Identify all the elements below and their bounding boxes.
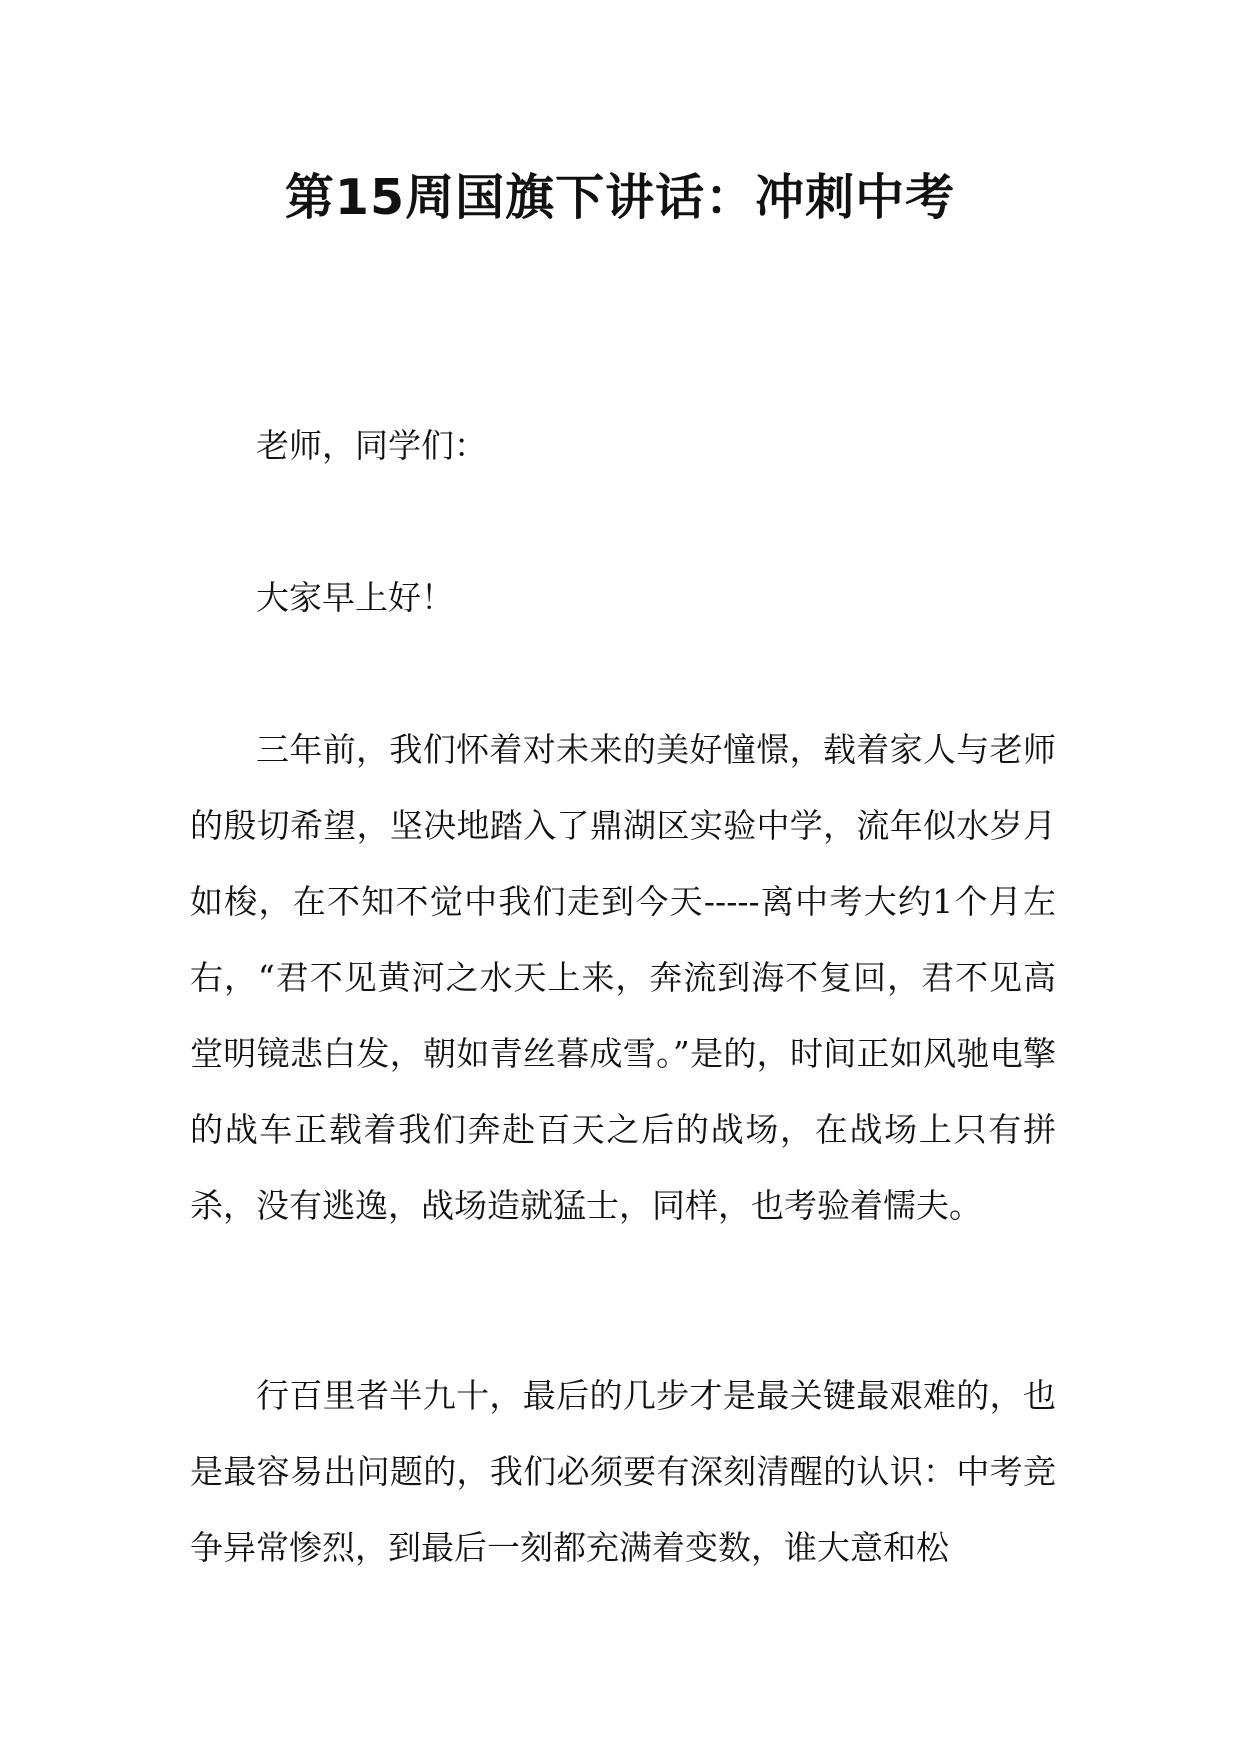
body-paragraph: 行百里者半九十，最后的几步才是最关键最艰难的，也是最容易出问题的，我们必须要有深刻清醒的认识：中考竞争异常惨烈，到最后一刻都充满着变数，谁大意和松 xyxy=(190,1376,1056,1567)
greeting-paragraph: 大家早上好！ xyxy=(256,578,454,617)
document-title: 第15周国旗下讲话：冲刺中考 xyxy=(284,169,956,226)
salutation-paragraph: 老师，同学们： xyxy=(256,426,487,465)
body-paragraph: 三年前，我们怀着对未来的美好憧憬，载着家人与老师的殷切希望，坚决地踏入了鼎湖区实验中学，流年似水岁月如梭，在不知不觉中我们走到今天-----离中考大约1个月左右，“君不见黄河之水天上来，奔流到海不复回，君不见高堂明镜悲白发，朝如青丝暮成雪。”是的，时间正如风驰电擎的战车正载着我们奔赴百天之后的战场，在战场上只有拼杀，没有逃逸，战场造就猛士，同样，也考验着懦夫。 xyxy=(190,730,1056,1225)
